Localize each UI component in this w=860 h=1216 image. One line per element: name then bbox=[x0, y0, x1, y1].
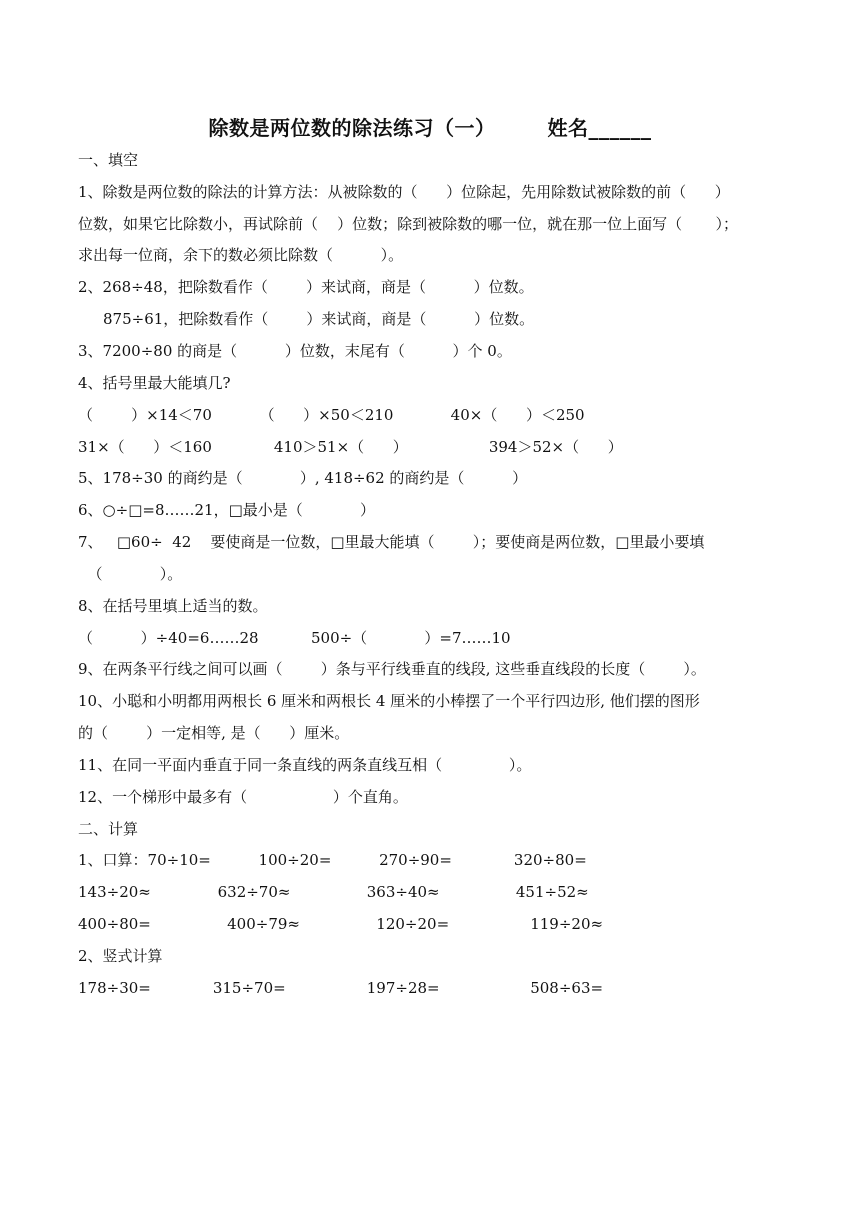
question-10-line-2: 的（ ）一定相等, 是（ ）厘米。 bbox=[78, 724, 350, 742]
question-2-line-2: 875÷61，把除数看作（ ）来试商，商是（ ）位数。 bbox=[103, 310, 535, 328]
question-8-row: （ ）÷40=6……28 500÷（ ）=7……10 bbox=[78, 629, 511, 647]
question-12: 12、一个梯形中最多有（ ）个直角。 bbox=[78, 788, 408, 806]
question-1-line-2: 位数，如果它比除数小，再试除前（ ）位数；除到被除数的哪一位，就在那一位上面写（ ）； bbox=[78, 215, 738, 233]
mental-math-row-3: 400÷80= 400÷79≈ 120÷20= 119÷20≈ bbox=[78, 915, 604, 933]
question-8: 8、在括号里填上适当的数。 bbox=[78, 597, 268, 615]
worksheet-title bbox=[0, 112, 860, 141]
question-1-line-3: 求出每一位商，余下的数必须比除数（ ）。 bbox=[78, 246, 404, 264]
question-7-line-2: （ ）。 bbox=[78, 565, 183, 583]
question-2-line-1: 2、268÷48，把除数看作（ ）来试商，商是（ ）位数。 bbox=[78, 278, 534, 296]
question-4: 4、括号里最大能填几? bbox=[78, 374, 231, 392]
question-5: 5、178÷30 的商约是（ ）, 418÷62 的商约是（ ） bbox=[78, 469, 528, 487]
question-3: 3、7200÷80 的商是（ ）位数，末尾有（ ）个 0。 bbox=[78, 342, 512, 360]
section-fill-in-heading: 一、填空 bbox=[78, 151, 139, 169]
question-4-row-2: 31×（ ）＜160 410＞51×（ ） 394＞52×（ ） bbox=[78, 438, 623, 456]
question-10-line-1: 10、小聪和小明都用两根长 6 厘米和两根长 4 厘米的小棒摆了一个平行四边形, 他们摆的图形 bbox=[78, 692, 700, 710]
vertical-calc-row: 178÷30= 315÷70= 197÷28= 508÷63= bbox=[78, 979, 604, 997]
mental-math-row-2: 143÷20≈ 632÷70≈ 363÷40≈ 451÷52≈ bbox=[78, 883, 589, 901]
section-calculation-heading: 二、计算 bbox=[78, 820, 139, 838]
question-1-line-1: 1、除数是两位数的除法的计算方法：从被除数的（ ）位除起，先用除数试被除数的前（ ） bbox=[78, 183, 730, 201]
mental-math-row-1: 1、口算：70÷10= 100÷20= 270÷90= 320÷80= bbox=[78, 851, 587, 869]
title-text: 除数是两位数的除法练习（一） bbox=[208, 116, 496, 140]
question-7-line-1: 7、 □60÷ 42 要使商是一位数，□里最大能填（ ）；要使商是两位数，□里最小要填 bbox=[78, 533, 705, 551]
question-11: 11、在同一平面内垂直于同一条直线的两条直线互相（ ）。 bbox=[78, 756, 532, 774]
vertical-calc-heading: 2、竖式计算 bbox=[78, 947, 163, 965]
question-4-row-1: （ ）×14＜70 （ ）×50＜210 40×（ ）＜250 bbox=[78, 406, 585, 424]
question-6: 6、○÷□=8……21，□最小是（ ） bbox=[78, 501, 375, 519]
name-field-label: 姓名______ bbox=[547, 116, 652, 140]
question-9: 9、在两条平行线之间可以画（ ）条与平行线垂直的线段, 这些垂直线段的长度（ ）。 bbox=[78, 660, 706, 678]
